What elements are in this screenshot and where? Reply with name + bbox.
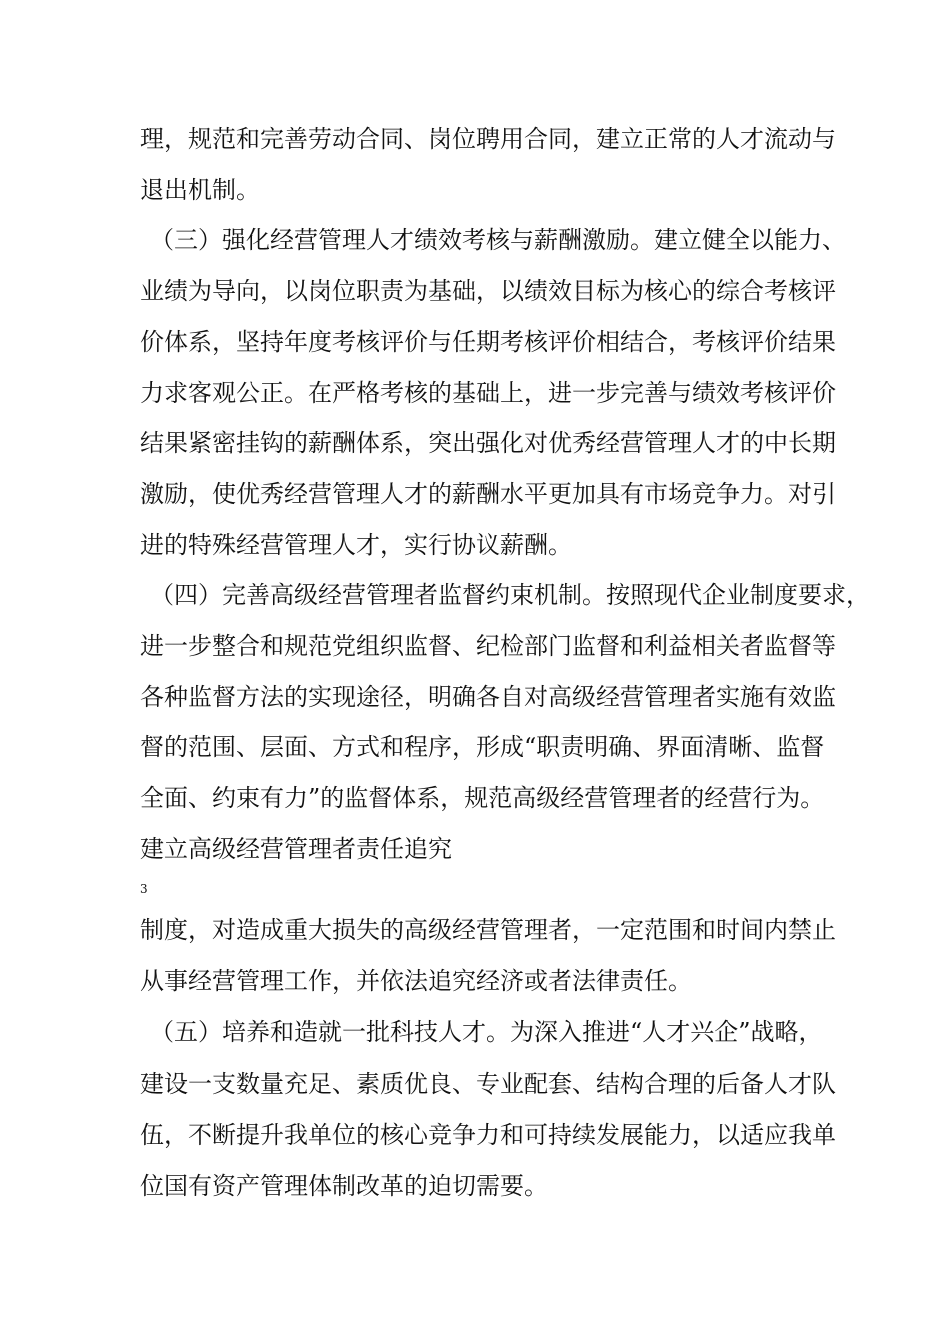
text-line: 建立高级经营管理者责任追究 [140,835,452,863]
text-line: 从事经营管理工作，并依法追究经济或者法律责任。 [140,967,692,995]
text-line: 力求客观公正。在严格考核的基础上，进一步完善与绩效考核评价 [140,379,836,407]
text-line: 各种监督方法的实现途径，明确各自对高级经营管理者实施有效监 [140,683,836,711]
text-line: 退出机制。 [140,176,260,204]
text-line: 进一步整合和规范党组织监督、纪检部门监督和利益相关者监督等 [140,632,836,660]
section-heading-line: （三）强化经营管理人才绩效考核与薪酬激励。建立健全以能力、 [150,226,846,254]
text-line: 价体系，坚持年度考核评价与任期考核评价相结合，考核评价结果 [140,328,836,356]
text-line: 位国有资产管理体制改革的迫切需要。 [140,1172,548,1200]
section-heading-line: （五）培养和造就一批科技人才。为深入推进“人才兴企”战略， [150,1018,823,1046]
text-line: 督的范围、层面、方式和程序，形成“职责明确、界面清晰、监督 [140,733,825,761]
text-line: 业绩为导向，以岗位职责为基础，以绩效目标为核心的综合考核评 [140,277,836,305]
text-line: 制度，对造成重大损失的高级经营管理者，一定范围和时间内禁止 [140,916,836,944]
text-line: 理，规范和完善劳动合同、岗位聘用合同，建立正常的人才流动与 [140,125,836,153]
text-line: 建设一支数量充足、素质优良、专业配套、结构合理的后备人才队 [140,1070,836,1098]
text-line: 进的特殊经营管理人才，实行协议薪酬。 [140,531,572,559]
section-heading-line: （四）完善高级经营管理者监督约束机制。按照现代企业制度要求， [150,581,870,609]
page-number: 3 [140,882,148,896]
text-line: 伍，不断提升我单位的核心竞争力和可持续发展能力，以适应我单 [140,1121,836,1149]
text-line: 激励，使优秀经营管理人才的薪酬水平更加具有市场竞争力。对引 [140,480,836,508]
text-line: 结果紧密挂钩的薪酬体系，突出强化对优秀经营管理人才的中长期 [140,429,836,457]
text-line: 全面、约束有力”的监督体系，规范高级经营管理者的经营行为。 [140,784,825,812]
